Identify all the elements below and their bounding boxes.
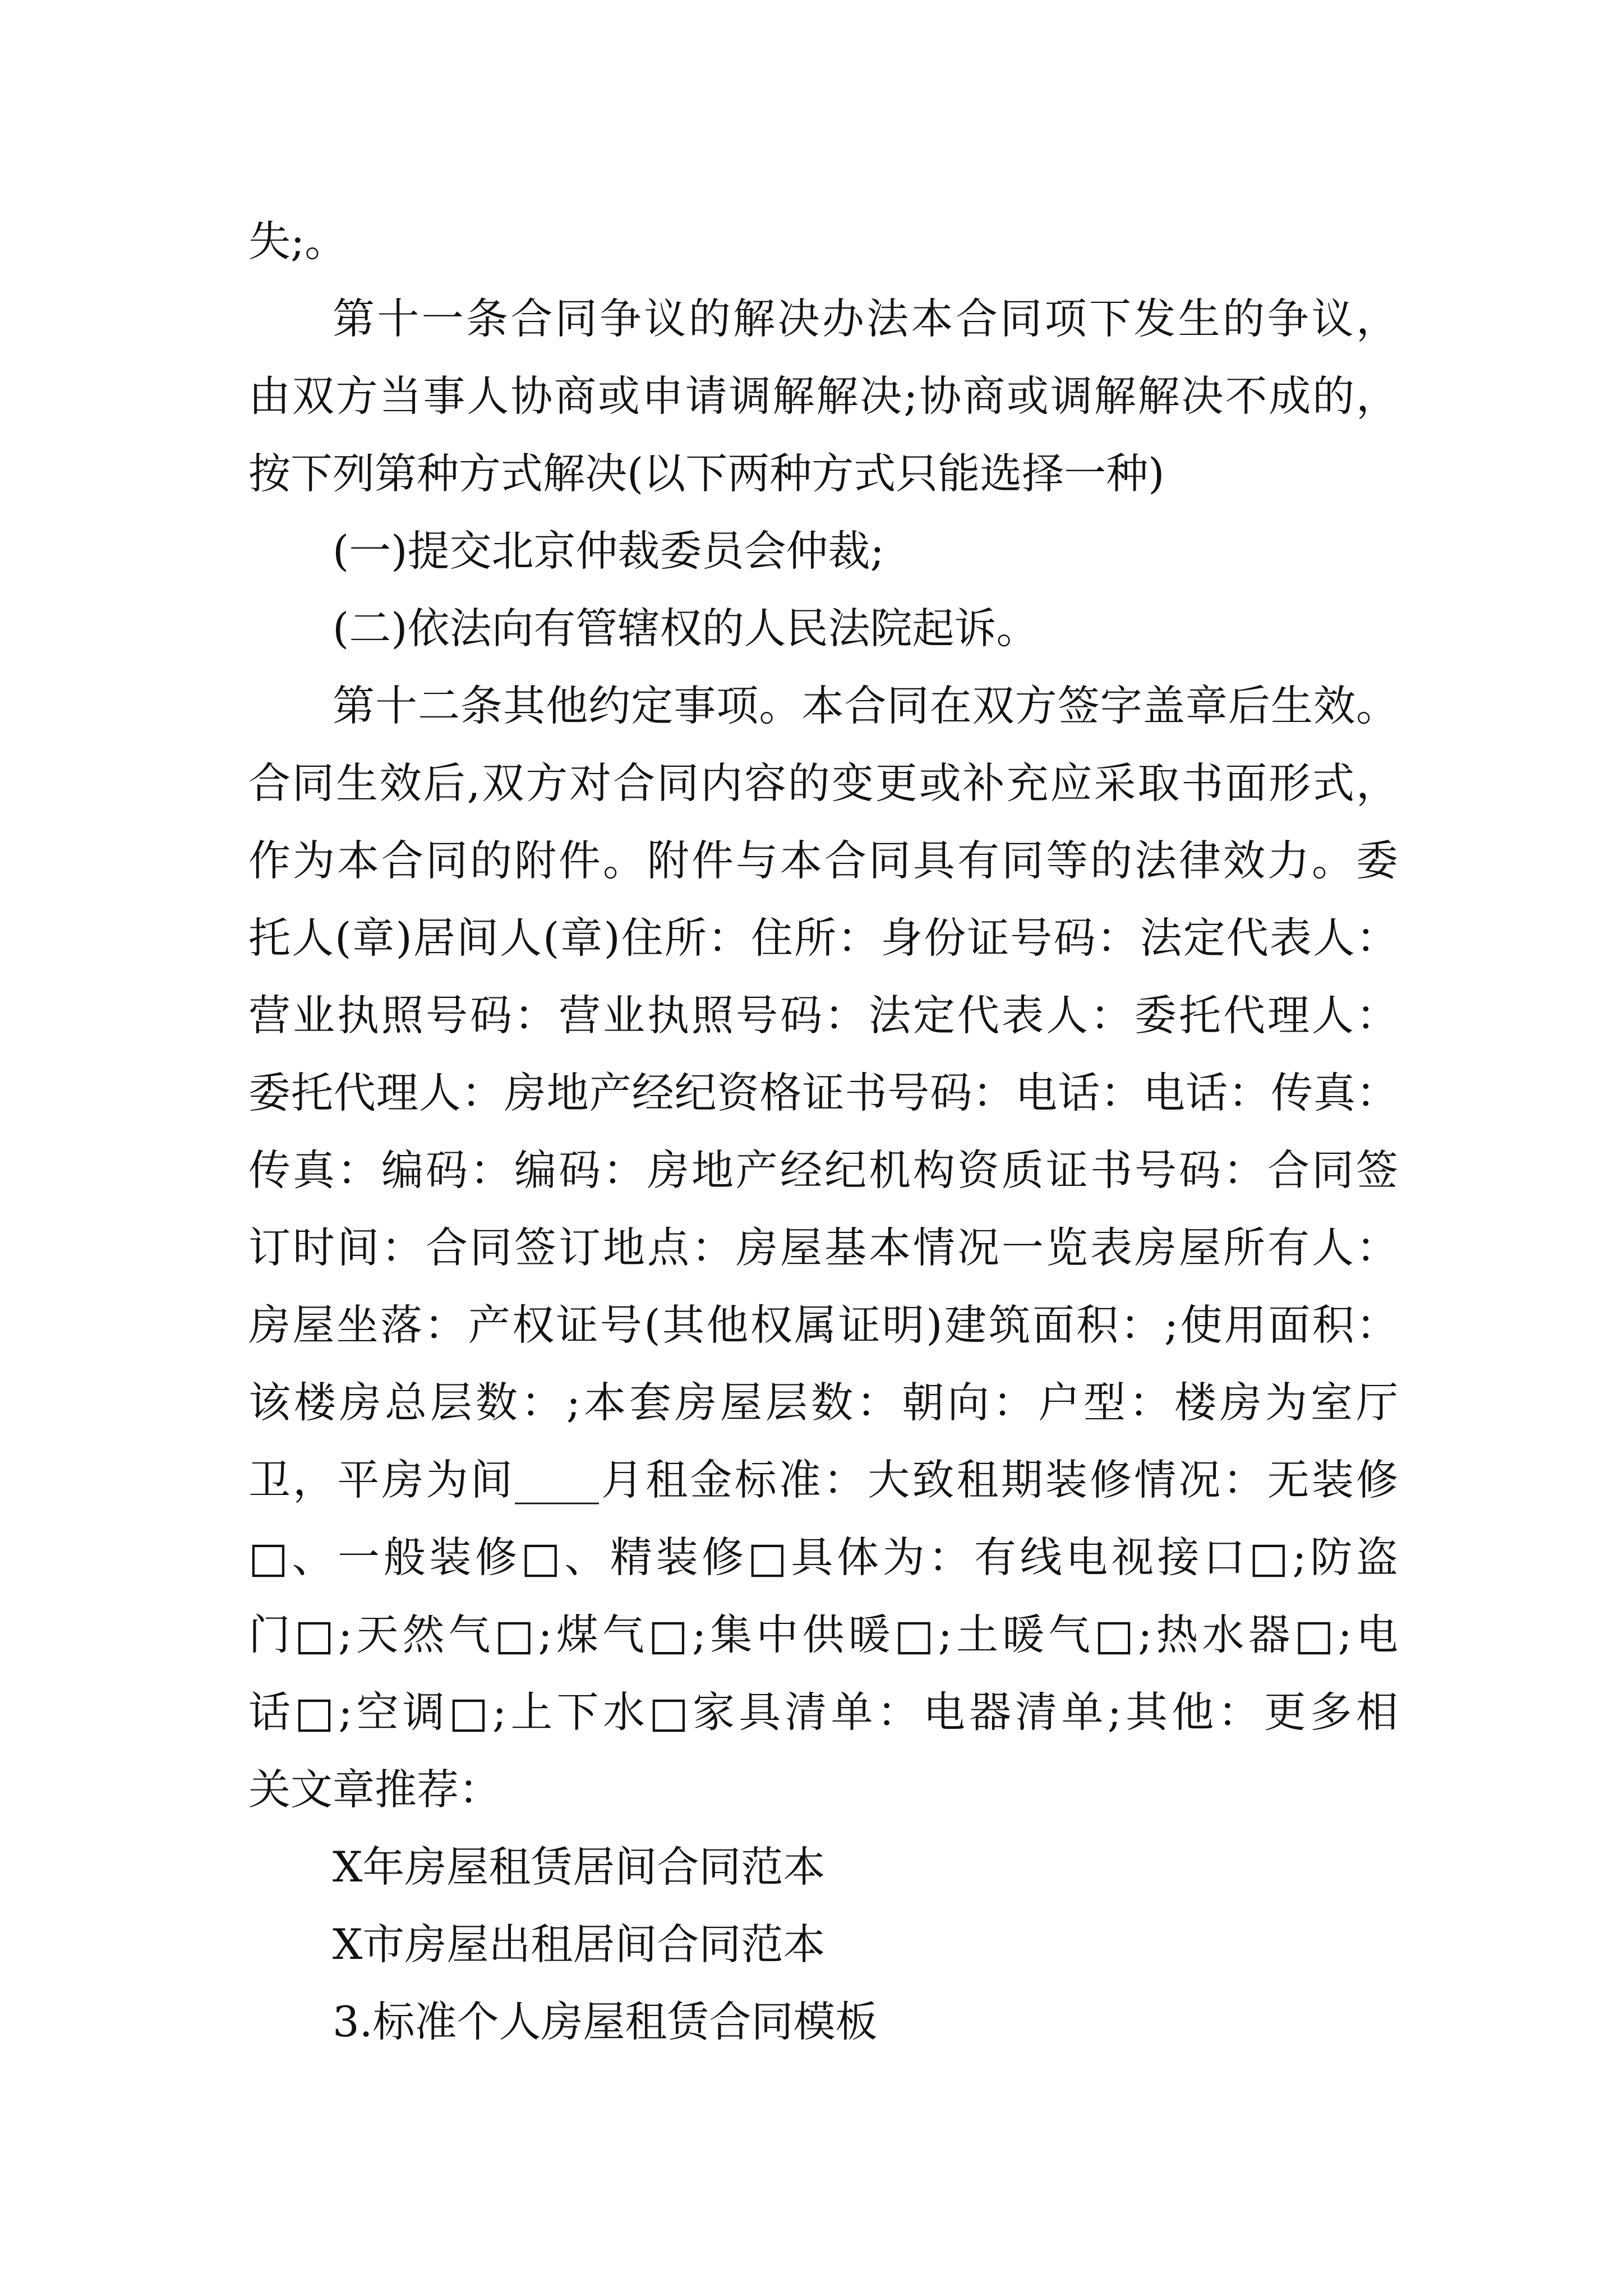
option-1-arbitration <box>248 512 1398 590</box>
document-body <box>248 203 1398 2060</box>
text-line: 第十一条合同争议的解决办法本合同项下发生的争议， <box>333 294 1398 343</box>
text-line: 按下列第种方式解决(以下两种方式只能选择一种) <box>248 449 1165 498</box>
text-line: X年房屋租赁居间合同范本 <box>333 1842 826 1892</box>
article-12-other-matters <box>248 667 1398 1828</box>
related-article-3 <box>248 1983 1398 2060</box>
text-line: 传真：编码：编码：房地产经纪机构资质证书号码：合同签 <box>248 1145 1398 1195</box>
related-article-1 <box>248 1828 1398 1906</box>
text-line: 门□;天然气□;煤气□;集中供暖□;土暖气□;热水器□;电 <box>248 1610 1398 1659</box>
text-line: 话□;空调□;上下水□家具清单：电器清单;其他：更多相 <box>248 1687 1398 1737</box>
text-line: 关文章推荐： <box>248 1765 501 1814</box>
text-line: X市房屋出租居间合同范本 <box>333 1920 826 1969</box>
text-line: 订时间：合同签订地点：房屋基本情况一览表房屋所有人： <box>248 1223 1398 1272</box>
text-line: 失;。 <box>248 217 347 266</box>
text-line: 合同生效后,双方对合同内容的变更或补充应采取书面形式， <box>248 758 1398 808</box>
text-line: 3.标准个人房屋租赁合同模板 <box>333 1997 878 2046</box>
related-article-2 <box>248 1906 1398 1983</box>
article-11-dispute-resolution <box>248 280 1398 512</box>
text-line: 该楼房总层数：;本套房屋层数：朝向：户型：楼房为室厅 <box>248 1378 1398 1427</box>
text-line: 由双方当事人协商或申请调解解决;协商或调解解决不成的， <box>248 371 1398 421</box>
text-line: 卫，平房为间____月租金标准：大致租期装修情况：无装修 <box>248 1455 1398 1504</box>
paragraph-continuation <box>248 203 1398 280</box>
text-line: 托人(章)居间人(章)住所：住所：身份证号码：法定代表人： <box>248 913 1398 963</box>
text-line: 作为本合同的附件。附件与本合同具有同等的法律效力。委 <box>248 836 1398 885</box>
text-line: 营业执照号码：营业执照号码：法定代表人：委托代理人： <box>248 991 1398 1040</box>
text-line: 第十二条其他约定事项。本合同在双方签字盖章后生效。 <box>333 681 1398 730</box>
text-line: 委托代理人：房地产经纪资格证书号码：电话：电话：传真： <box>248 1068 1398 1117</box>
text-line: 房屋坐落：产权证号(其他权属证明)建筑面积：;使用面积： <box>248 1300 1398 1350</box>
text-line: □、一般装修□、精装修□具体为：有线电视接口□;防盗 <box>248 1533 1398 1582</box>
text-line: (二)依法向有管辖权的人民法院起诉。 <box>333 604 1039 653</box>
text-line: (一)提交北京仲裁委员会仲裁; <box>333 526 884 576</box>
option-2-litigation <box>248 590 1398 667</box>
